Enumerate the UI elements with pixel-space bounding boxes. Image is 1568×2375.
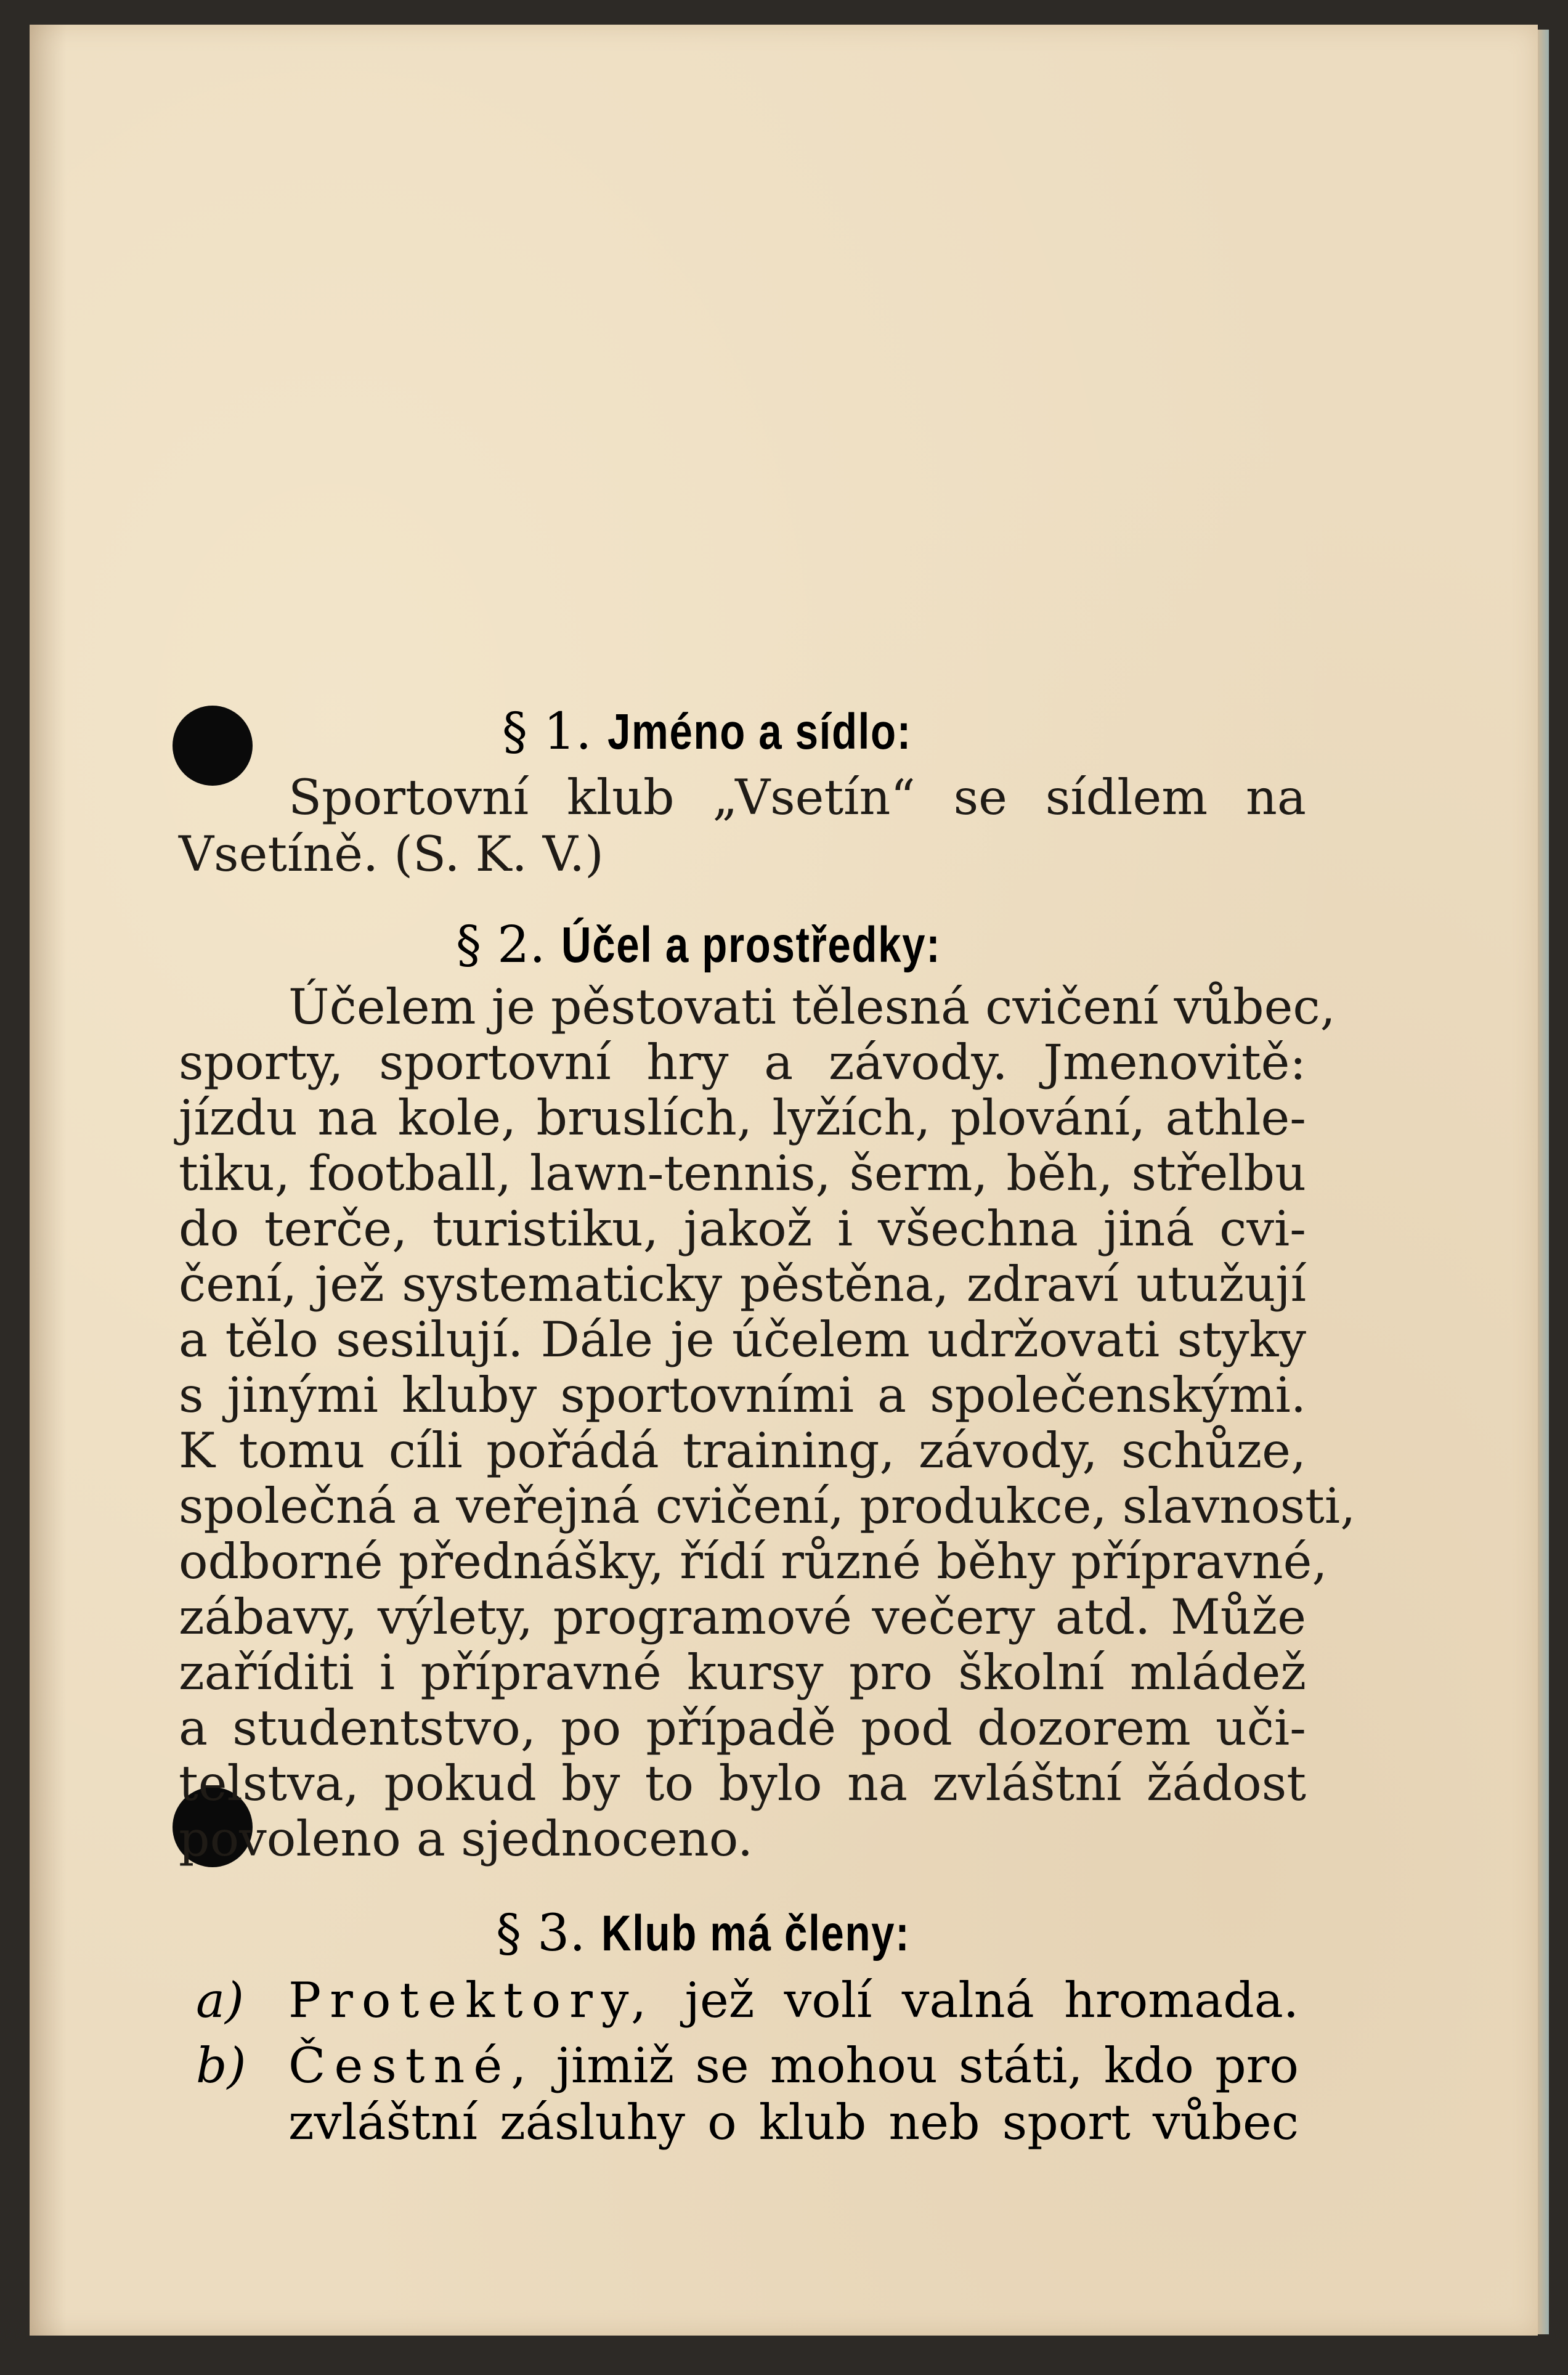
text-line: společná a veřejná cvičení, produkce, slavnosti,	[179, 1478, 1356, 1534]
text-line: a tělo sesilují. Dále je účelem udržovati styky	[179, 1311, 1306, 1368]
text-line: Vsetíně. (S. K. V.)	[179, 826, 604, 882]
section-title: Klub má členy:	[601, 1905, 911, 1962]
text-line: čení, jež systematicky pěstěna, zdraví utužují	[179, 1256, 1306, 1313]
section-number: § 2.	[456, 916, 546, 974]
section-3-heading	[496, 1904, 978, 1963]
text-line: zábavy, výlety, programové večery atd. Může	[179, 1589, 1306, 1645]
section-number: § 3.	[496, 1904, 586, 1963]
text-line: jízdu na kole, bruslích, lyžích, plování, athle-	[179, 1090, 1306, 1146]
section-title: Účel a prostředky:	[561, 917, 941, 973]
text-line: sporty, sportovní hry a závody. Jmenovitě:	[179, 1034, 1306, 1091]
text-line: povoleno a sjednoceno.	[179, 1811, 754, 1867]
list-item	[288, 2037, 1299, 2094]
section-2-heading	[456, 916, 1025, 974]
list-item-term: Protektory,	[288, 1972, 656, 2029]
text-line: K tomu cíli pořádá training, závody, schůze,	[179, 1422, 1306, 1479]
page-fold-shadow	[30, 25, 67, 2336]
text-line: tiku, football, lawn-tennis, šerm, běh, střelbu	[179, 1145, 1306, 1202]
text-line: do terče, turistiku, jakož i všechna jiná cvi-	[179, 1200, 1306, 1257]
text-line: telstva, pokud by to bylo na zvláštní žádost	[179, 1755, 1306, 1812]
list-item-text: jimiž se mohou státi, kdo pro	[556, 2037, 1299, 2094]
section-1-heading	[502, 703, 979, 761]
list-item-label: a)	[196, 1972, 244, 2029]
list-item	[288, 1972, 1299, 2029]
text-line: zaříditi i přípravné kursy pro školní mládež	[179, 1644, 1306, 1701]
text-line: a studentstvo, po případě pod dozorem uči-	[179, 1700, 1306, 1756]
section-title: Jméno a sídlo:	[607, 704, 912, 760]
page-edge	[1538, 30, 1549, 2334]
text-line: s jinými kluby sportovními a společenskými.	[179, 1367, 1306, 1424]
list-item-continuation: zvláštní zásluhy o klub neb sport vůbec	[288, 2094, 1299, 2151]
punch-hole	[173, 706, 253, 786]
text-line: odborné přednášky, řídí různé běhy přípravné,	[179, 1533, 1328, 1590]
list-item-text: jež volí valná hromada.	[684, 1972, 1299, 2029]
list-item-label: b)	[196, 2037, 246, 2094]
text-line: Sportovní klub „Vsetín“ se sídlem na	[288, 769, 1306, 826]
text-line: Účelem je pěstovati tělesná cvičení vůbec,	[288, 979, 1336, 1035]
list-item-term: Čestné,	[288, 2037, 535, 2094]
section-number: § 1.	[502, 703, 592, 761]
